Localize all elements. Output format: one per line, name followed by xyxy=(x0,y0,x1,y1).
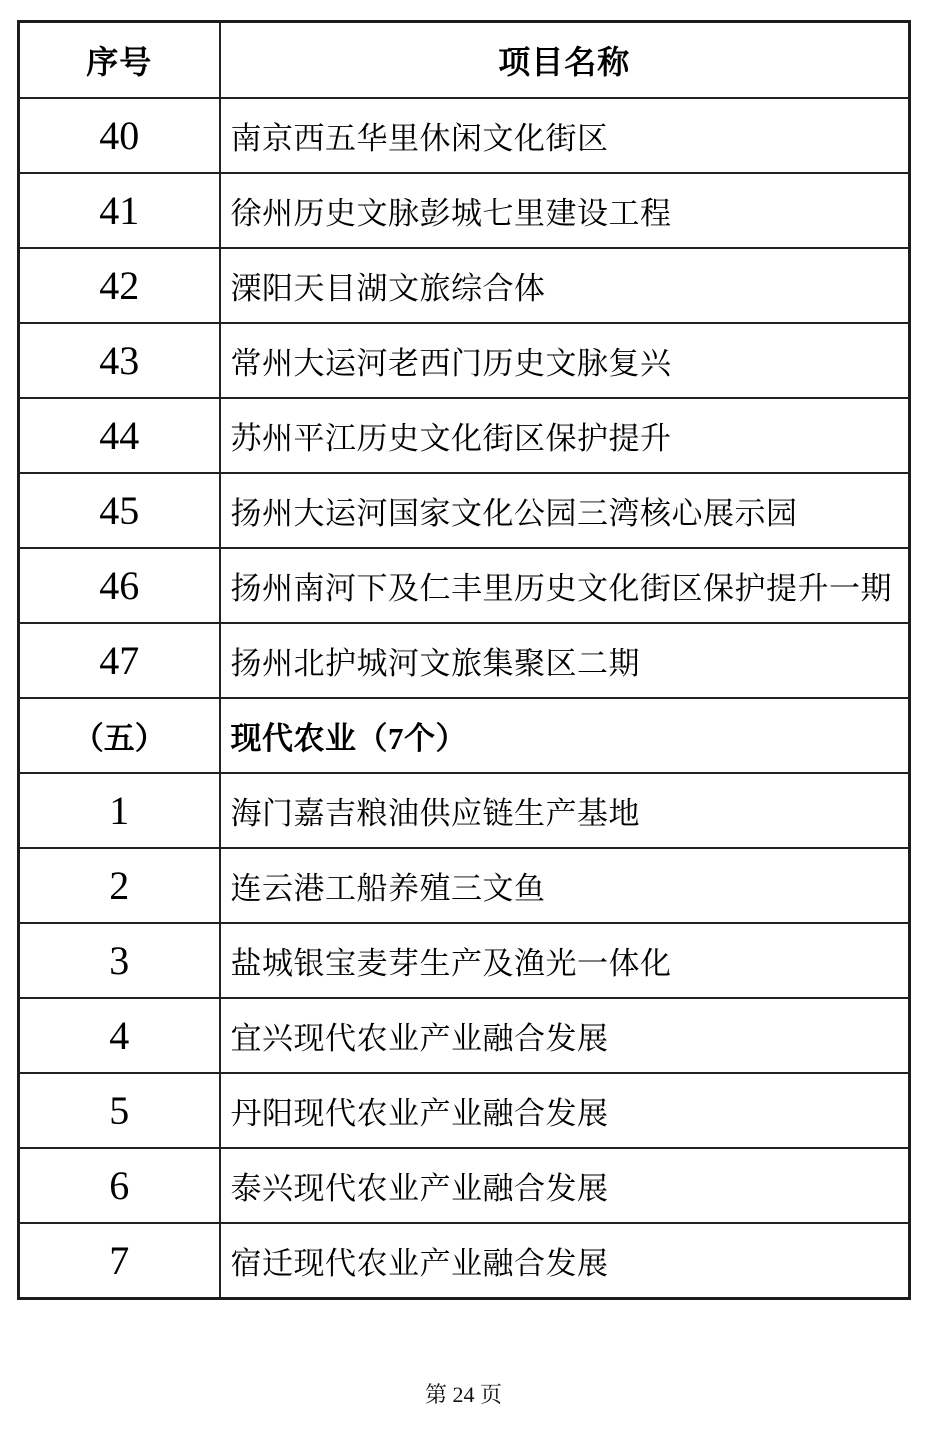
project-name-cell: 徐州历史文脉彭城七里建设工程 xyxy=(220,173,910,248)
table-row xyxy=(19,398,910,473)
serial-cell: 43 xyxy=(19,323,220,398)
project-name-cell: 宿迁现代农业产业融合发展 xyxy=(220,1223,910,1299)
project-name-cell: 泰兴现代农业产业融合发展 xyxy=(220,1148,910,1223)
serial-cell: 44 xyxy=(19,398,220,473)
column-header-serial: 序号 xyxy=(19,22,220,99)
serial-cell: （五） xyxy=(19,698,220,773)
serial-cell: 42 xyxy=(19,248,220,323)
serial-cell: 3 xyxy=(19,923,220,998)
table-row xyxy=(19,248,910,323)
table-row xyxy=(19,923,910,998)
project-name-cell: 苏州平江历史文化街区保护提升 xyxy=(220,398,910,473)
table-row xyxy=(19,1073,910,1148)
table-row xyxy=(19,323,910,398)
project-name-cell: 溧阳天目湖文旅综合体 xyxy=(220,248,910,323)
project-name-cell: 丹阳现代农业产业融合发展 xyxy=(220,1073,910,1148)
serial-cell: 1 xyxy=(19,773,220,848)
project-name-cell: 扬州南河下及仁丰里历史文化街区保护提升一期 xyxy=(220,548,910,623)
table-row xyxy=(19,848,910,923)
serial-cell: 5 xyxy=(19,1073,220,1148)
project-name-cell: 南京西五华里休闲文化街区 xyxy=(220,98,910,173)
column-header-project-name: 项目名称 xyxy=(220,22,910,99)
serial-cell: 7 xyxy=(19,1223,220,1299)
table-header-row xyxy=(19,22,910,99)
serial-cell: 2 xyxy=(19,848,220,923)
project-name-cell: 扬州大运河国家文化公园三湾核心展示园 xyxy=(220,473,910,548)
table-row xyxy=(19,998,910,1073)
table-row xyxy=(19,698,910,773)
project-name-cell: 扬州北护城河文旅集聚区二期 xyxy=(220,623,910,698)
serial-cell: 4 xyxy=(19,998,220,1073)
table-row xyxy=(19,623,910,698)
table-row xyxy=(19,98,910,173)
project-name-cell: 连云港工船养殖三文鱼 xyxy=(220,848,910,923)
table-row xyxy=(19,548,910,623)
serial-cell: 40 xyxy=(19,98,220,173)
project-name-cell: 常州大运河老西门历史文脉复兴 xyxy=(220,323,910,398)
table-row xyxy=(19,1223,910,1299)
serial-cell: 45 xyxy=(19,473,220,548)
projects-table xyxy=(17,20,911,1300)
page-number: 第 24 页 xyxy=(424,1382,502,1407)
project-name-cell: 现代农业（7个） xyxy=(220,698,910,773)
serial-cell: 41 xyxy=(19,173,220,248)
table-body xyxy=(19,98,910,1299)
serial-cell: 47 xyxy=(19,623,220,698)
table-row xyxy=(19,1148,910,1223)
table-row xyxy=(19,173,910,248)
table-row xyxy=(19,773,910,848)
serial-cell: 6 xyxy=(19,1148,220,1223)
project-name-cell: 宜兴现代农业产业融合发展 xyxy=(220,998,910,1073)
project-name-cell: 盐城银宝麦芽生产及渔光一体化 xyxy=(220,923,910,998)
table-row xyxy=(19,473,910,548)
project-name-cell: 海门嘉吉粮油供应链生产基地 xyxy=(220,773,910,848)
serial-cell: 46 xyxy=(19,548,220,623)
